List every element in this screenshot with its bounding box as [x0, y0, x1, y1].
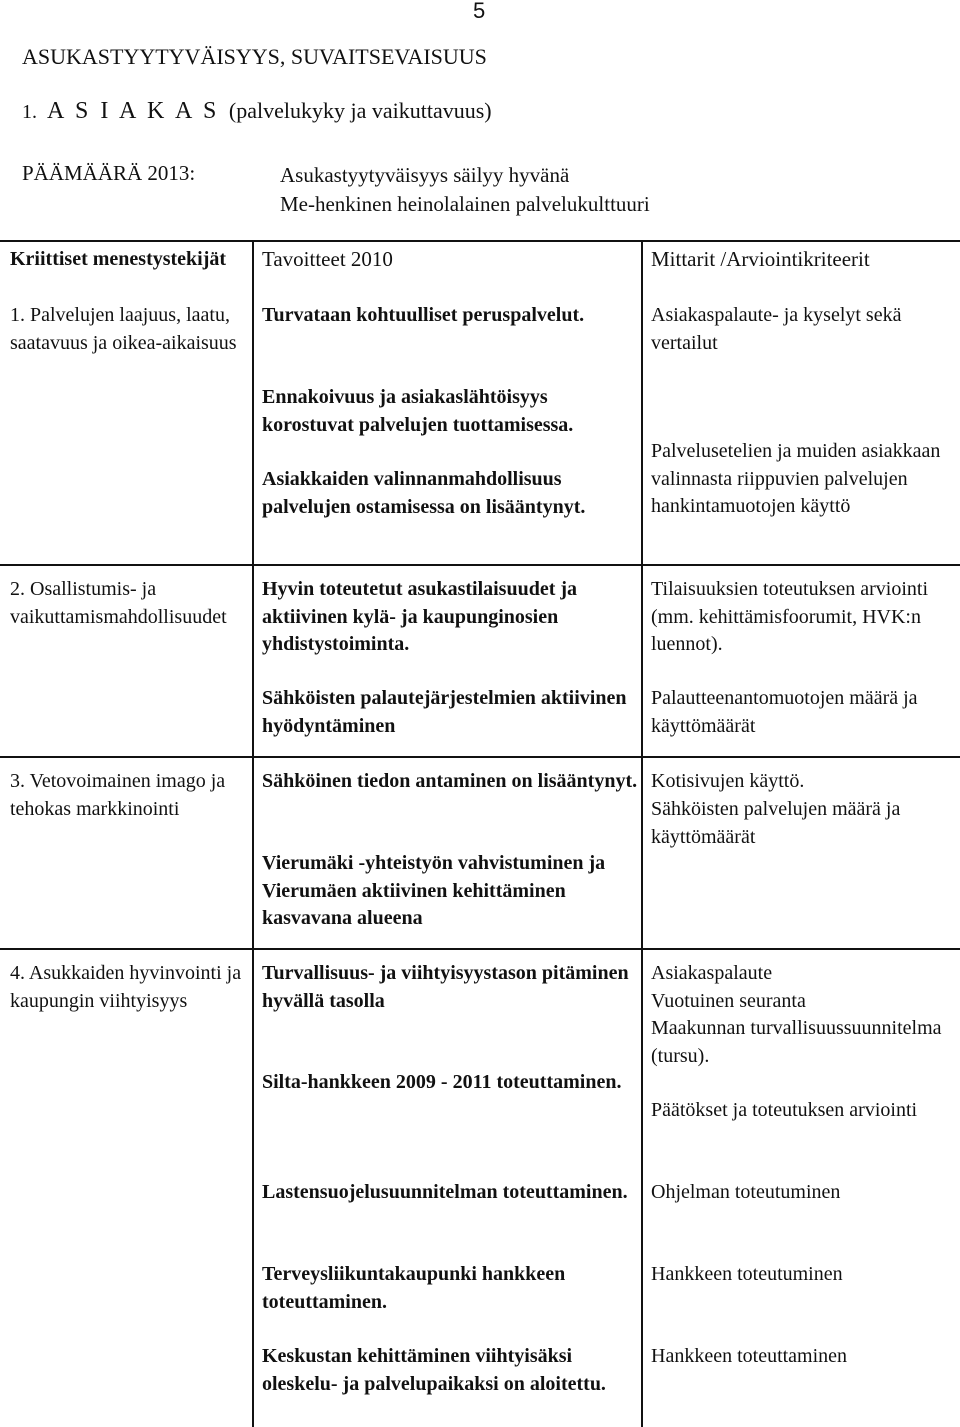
goal-4-5: Keskustan kehittäminen viihtyisäksi oleskelu- ja palvelupaikaksi on aloitettu. — [262, 1345, 606, 1395]
metric-4-7: Hankkeen toteuttaminen — [651, 1345, 848, 1367]
goal-4-1: Turvallisuus- ja viihtyisyystason pitäminen hyvällä tasolla — [262, 962, 629, 1012]
title-number: 1. — [22, 101, 37, 123]
goal-line-1: Asukastyytyväisyys säilyy hyvänä — [280, 163, 570, 187]
document-title — [22, 98, 492, 125]
metric-1-1: Asiakaspalaute- ja kyselyt sekä vertailut — [651, 304, 902, 354]
factor-1: 1. Palvelujen laajuus, laatu, saatavuus ja oikea-aikaisuus — [10, 304, 237, 354]
section-title: ASUKASTYYTYVÄISYYS, SUVAITSEVAISUUS — [22, 44, 487, 69]
goal-4-4: Terveysliikuntakaupunki hankkeen toteuttaminen. — [262, 1263, 566, 1313]
metric-2-1: Tilaisuuksien toteutuksen arviointi (mm. kehittämisfoorumit, HVK:n luennot). — [651, 578, 929, 655]
goal-4-3: Lastensuojelusuunnitelman toteuttaminen. — [262, 1181, 628, 1203]
metric-4-4: Päätökset ja toteutuksen arviointi — [651, 1099, 918, 1121]
goal-label: PÄÄMÄÄRÄ 2013: — [22, 161, 196, 185]
goal-line-2: Me-henkinen heinolalainen palvelukulttuuri — [280, 192, 650, 216]
goal-2-1: Hyvin toteutetut asukastilaisuudet ja aktiivinen kylä- ja kaupunginosien yhdistystoiminta. — [262, 578, 578, 655]
metric-3-1: Kotisivujen käyttö. — [651, 770, 805, 792]
metric-1-2: Palvelusetelien ja muiden asiakkaan valinnasta riippuvien palvelujen hankintamuotojen käyttö — [651, 440, 941, 517]
goal-3-1: Sähköinen tiedon antaminen on lisääntynyt. — [262, 770, 638, 792]
metric-2-2: Palautteenantomuotojen määrä ja käyttömäärät — [651, 687, 918, 737]
goal-3-2: Vierumäki -yhteistyön vahvistuminen ja Vierumäen aktiivinen kehittäminen kasvavana alueena — [262, 852, 606, 929]
header-goals: Tavoitteet 2010 — [262, 247, 393, 271]
title-main: A S I A K A S — [47, 98, 220, 124]
column-divider — [641, 242, 643, 1427]
goal-1-1: Turvataan kohtuulliset peruspalvelut. — [262, 304, 585, 326]
goal-4-2: Silta-hankkeen 2009 - 2011 toteuttaminen. — [262, 1071, 622, 1093]
factor-2: 2. Osallistumis- ja vaikuttamismahdollisuudet — [10, 578, 227, 628]
goal-2-2: Sähköisten palautejärjestelmien aktiivinen hyödyntäminen — [262, 687, 627, 737]
metric-3-2: Sähköisten palvelujen määrä ja käyttömäärät — [651, 798, 901, 848]
title-sub: (palvelukyky ja vaikuttavuus) — [228, 98, 492, 123]
column-divider — [252, 242, 254, 1427]
header-metrics: Mittarit /Arviointikriteerit — [651, 247, 870, 271]
table-top-rule — [0, 240, 960, 242]
row-divider — [0, 756, 960, 758]
metric-4-6: Hankkeen toteutuminen — [651, 1263, 843, 1285]
goal-1-2: Ennakoivuus ja asiakaslähtöisyys korostuvat palvelujen tuottamisessa. — [262, 386, 574, 436]
factor-3: 3. Vetovoimainen imago ja tehokas markkinointi — [10, 770, 226, 820]
row-divider — [0, 564, 960, 566]
metric-4-2: Vuotuinen seuranta — [651, 990, 806, 1012]
page-number: 5 — [473, 0, 486, 23]
factor-4: 4. Asukkaiden hyvinvointi ja kaupungin viihtyisyys — [10, 962, 242, 1012]
metric-4-5: Ohjelman toteutuminen — [651, 1181, 841, 1203]
goal-text — [280, 161, 650, 219]
row-divider — [0, 948, 960, 950]
goal-1-3: Asiakkaiden valinnanmahdollisuus palvelujen ostamisessa on lisääntynyt. — [262, 468, 586, 518]
metric-4-1: Asiakaspalaute — [651, 962, 773, 984]
metric-4-3: Maakunnan turvallisuussuunnitelma (tursu). — [651, 1017, 942, 1067]
header-factors: Kriittiset menestystekijät — [10, 248, 227, 270]
